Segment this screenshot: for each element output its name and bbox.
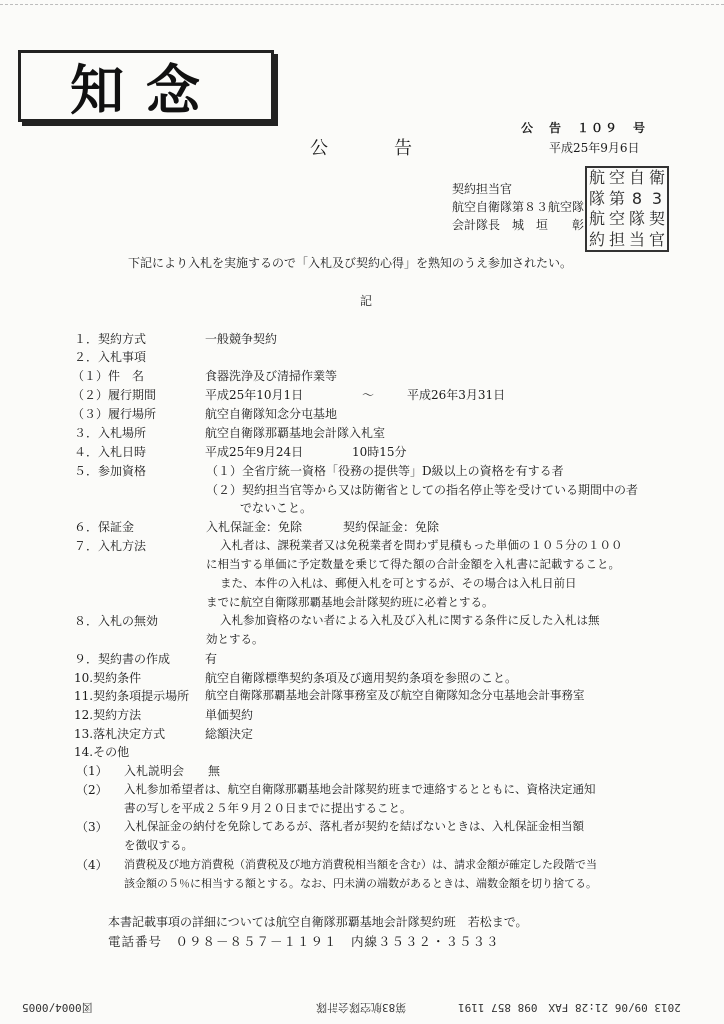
item-11-value: 航空自衛隊那覇基地会計隊事務室及び航空自衛隊知念分屯基地会計事務室	[205, 688, 585, 702]
seal-char: 当	[628, 229, 645, 249]
seal-char: 官	[648, 229, 665, 249]
item-2-3-label: （３）履行場所	[72, 407, 157, 421]
item-1-label: １．契約方式	[74, 332, 147, 346]
item-3-label: ３．入札場所	[74, 426, 147, 440]
other-4-num: （4）	[76, 858, 108, 872]
item-2-2-from: 平成25年10月1日	[205, 388, 304, 402]
item-2-label: ２．入札事項	[74, 350, 147, 364]
item-5-line3: でないこと。	[240, 501, 313, 515]
seal-char: 隊	[588, 188, 605, 208]
item-2-1-label: （１）件 名	[72, 369, 145, 383]
item-7-line4: までに航空自衛隊那覇基地会計隊契約班に必着とする。	[206, 595, 494, 609]
official-seal	[585, 166, 669, 252]
item-4-time: 10時15分	[352, 445, 407, 459]
seal-char: 航	[588, 168, 605, 188]
item-4-date: 平成25年9月24日	[205, 445, 304, 459]
item-2-2-tilde: ～	[362, 388, 375, 402]
intro-text: 下記により入札を実施するので「入札及び契約心得」を熟知のうえ参加されたい。	[128, 256, 573, 270]
item-7-line2: に相当する単価に予定数量を乗じて得た額の合計金額を入札書に記載すること。	[206, 557, 620, 571]
seal-char: 3	[651, 188, 663, 208]
item-12-value: 単価契約	[205, 708, 254, 722]
fax-header: 2013 09/06 21:28 FAX 098 857 1191	[458, 1001, 681, 1014]
other-1-text: 入札説明会 無	[124, 764, 221, 778]
fax-sender: 第83航空隊会計隊	[316, 1001, 407, 1014]
other-2-line1: 入札参加希望者は、航空自衛隊那覇基地会計隊契約班まで連絡するとともに、資格決定通知	[124, 782, 596, 796]
item-6-bid-deposit: 入札保証金：免除	[206, 520, 303, 534]
item-13-value: 総額決定	[205, 727, 254, 741]
seal-char: 航	[588, 209, 605, 229]
item-6-label: ６．保証金	[74, 520, 135, 534]
other-2-num: （2）	[76, 783, 108, 797]
item-12-label: 12.契約方法	[74, 708, 142, 722]
item-13-label: 13.落札決定方式	[74, 727, 166, 741]
other-3-line1: 入札保証金の納付を免除してあるが、落札者が契約を結ばないときは、入札保証金相当額	[124, 819, 584, 833]
seal-char: 約	[588, 229, 605, 249]
item-2-2-to: 平成26年3月31日	[407, 388, 506, 402]
fax-page-counter: 図0004/0005	[22, 1001, 93, 1014]
item-2-2-label: （２）履行期間	[72, 388, 157, 402]
contact-phone: 電話番号 ０９８－８５７－１１９１ 内線３５３２・３５３３	[108, 934, 500, 949]
item-3-value: 航空自衛隊那覇基地会計隊入札室	[205, 426, 386, 440]
item-6-contract-deposit: 契約保証金：免除	[343, 520, 440, 534]
ki-heading: 記	[360, 294, 373, 308]
contractor-name: 会計隊長 城 垣 彰	[452, 218, 585, 232]
item-8-label: ８．入札の無効	[74, 614, 159, 628]
item-4-label: ４．入札日時	[74, 445, 147, 459]
item-1-value: 一般競争契約	[205, 332, 278, 346]
seal-char: 空	[608, 168, 625, 188]
other-2-line2: 書の写しを平成２５年９月２０日までに提出すること。	[124, 801, 412, 815]
item-9-value: 有	[205, 652, 218, 666]
chinen-stamp-text: 知念	[70, 58, 222, 122]
other-1-num: （1）	[76, 764, 108, 778]
seal-char: 担	[608, 229, 625, 249]
item-7-line3: また、本件の入札は、郵便入札を可とするが、その場合は入札日前日	[220, 576, 577, 590]
item-7-label: ７．入札方法	[74, 539, 147, 553]
seal-char: 8	[631, 188, 643, 208]
other-3-line2: を徴収する。	[124, 838, 193, 852]
item-10-label: 10.契約条件	[74, 671, 142, 685]
contractor-unit: 航空自衛隊第８３航空隊	[452, 200, 585, 214]
seal-char: 第	[608, 188, 625, 208]
item-5-line2: （２）契約担当官等から又は防衛省としての指名停止等を受けている期間中の者	[206, 483, 639, 497]
item-11-label: 11.契約条項提示場所	[74, 689, 190, 703]
item-8-line1: 入札参加資格のない者による入札及び入札に関する条件に反した入札は無	[220, 613, 600, 627]
item-9-label: ９．契約書の作成	[74, 652, 171, 666]
contractor-title: 契約担当官	[452, 182, 513, 196]
other-4-line1: 消費税及び地方消費税（消費税及び地方消費税相当額を含む）は、請求金額が確定した段階で当	[124, 858, 597, 871]
notice-number: 公 告 １０９ 号	[521, 121, 648, 135]
notice-date: 平成25年9月6日	[549, 141, 640, 155]
item-2-3-value: 航空自衛隊知念分屯基地	[205, 407, 338, 421]
seal-char: 契	[648, 209, 665, 229]
seal-char: 空	[608, 209, 625, 229]
item-14-label: 14.その他	[74, 745, 130, 759]
chinen-stamp	[18, 50, 274, 122]
item-2-1-value: 食器洗浄及び清掃作業等	[205, 369, 338, 383]
seal-char: 隊	[628, 209, 645, 229]
item-10-value: 航空自衛隊標準契約条項及び適用契約条項を参照のこと。	[205, 671, 518, 685]
scan-edge	[0, 4, 724, 5]
seal-char: 自	[628, 168, 645, 188]
seal-char: 衛	[648, 168, 665, 188]
item-5-line1: （１）全省庁統一資格「役務の提供等」D級以上の資格を有する者	[206, 464, 564, 478]
item-7-line1: 入札者は、課税業者又は免税業者を問わず見積もった単価の１０５分の１００	[220, 538, 623, 552]
other-4-line2: 該金額の５％に相当する額とする。なお、円未満の端数があるときは、端数金額を切り捨てる。	[124, 877, 597, 890]
contact-line: 本書記載事項の詳細については航空自衛隊那覇基地会計隊契約班 若松まで。	[108, 915, 528, 929]
page-title: 公 告	[310, 138, 422, 159]
other-3-num: （3）	[76, 820, 108, 834]
item-8-line2: 効とする。	[206, 632, 264, 646]
item-5-label: ５．参加資格	[74, 464, 147, 478]
